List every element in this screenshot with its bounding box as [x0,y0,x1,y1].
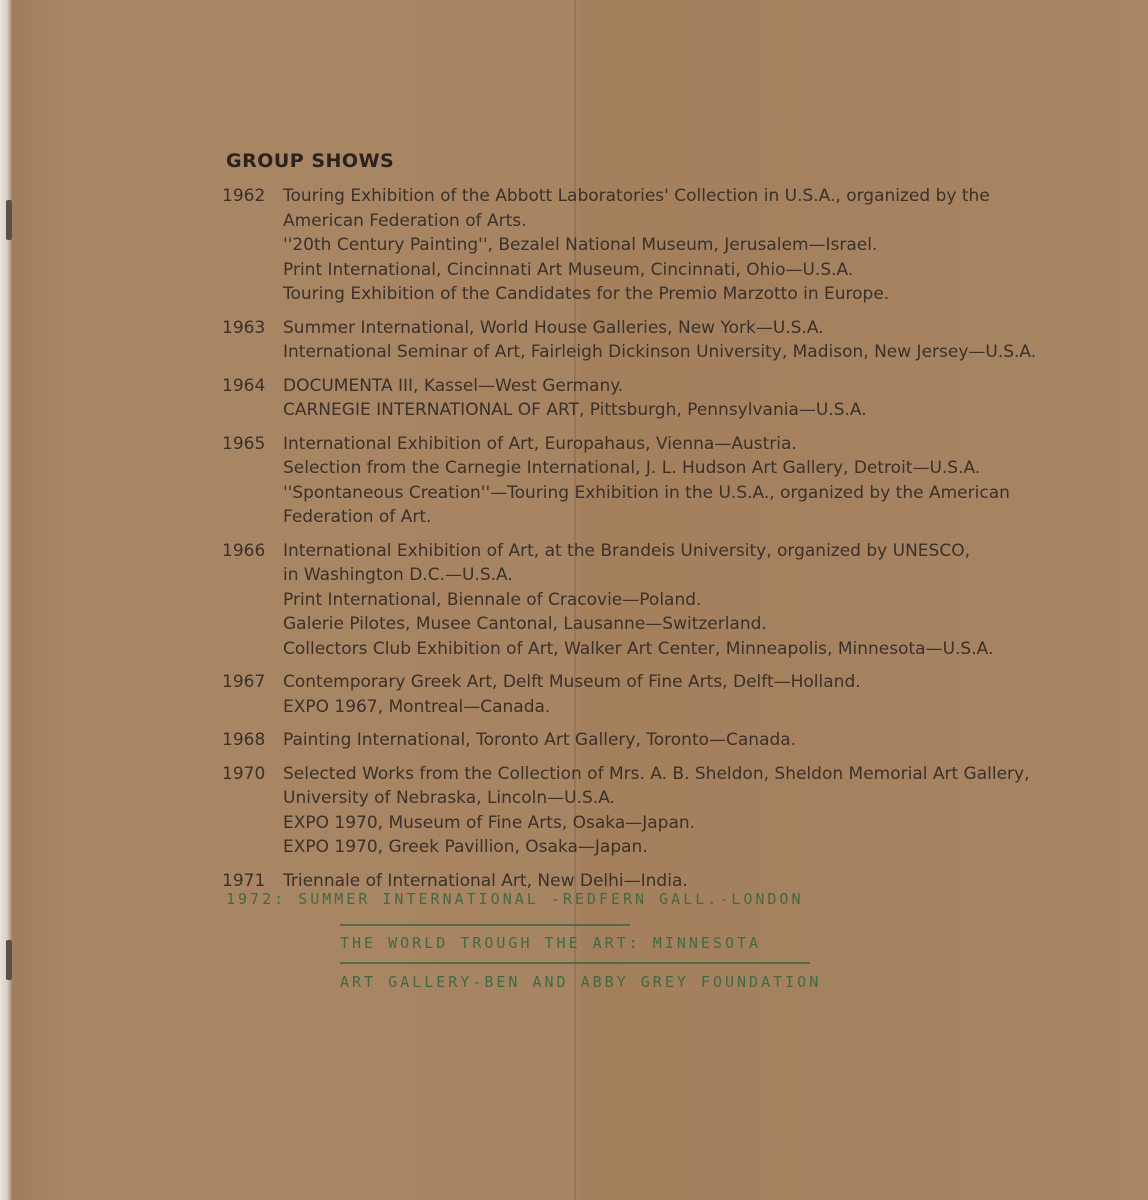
show-line: in Washington D.C.—U.S.A. [283,565,513,585]
show-entry [222,184,1072,307]
show-lines [283,374,1072,423]
group-shows-list [222,184,1072,902]
show-line: EXPO 1970, Greek Pavillion, Osaka—Japan. [283,837,648,857]
show-lines [283,728,1072,753]
show-entry [222,728,1072,753]
show-year: 1967 [222,672,266,692]
show-year: 1964 [222,375,266,396]
show-lines [283,762,1072,860]
show-year: 1966 [222,540,266,561]
show-line: EXPO 1970, Museum of Fine Arts, Osaka—Japan. [283,812,696,833]
show-line: ''20th Century Painting'', Bezalel National Museum, Jerusalem—Israel. [283,235,878,255]
show-line: Contemporary Greek Art, Delft Museum of Fine Arts, Delft—Holland. [283,672,861,692]
section-heading: GROUP SHOWS [226,150,395,172]
show-line: Selected Works from the Collection of Mrs. A. B. Sheldon, Sheldon Memorial Art Gallery, [283,763,1030,784]
handwritten-underline-2 [340,962,810,964]
show-year: 1963 [222,317,266,338]
show-lines [283,432,1072,530]
show-line: University of Nebraska, Lincoln—U.S.A. [283,788,615,808]
show-year: 1962 [222,186,266,206]
show-line: ''Spontaneous Creation''—Touring Exhibition in the U.S.A., organized by the American [283,482,1010,503]
show-lines [283,539,1072,662]
show-line: International Exhibition of Art, Europahaus, Vienna—Austria. [283,433,797,454]
page-left-edge [0,0,12,1200]
show-line: Touring Exhibition of the Abbott Laboratories' Collection in U.S.A., organized by the [283,186,990,206]
show-line: American Federation of Arts. [283,210,527,231]
show-year: 1971 [222,870,266,891]
show-line: Touring Exhibition of the Candidates for the Premio Marzotto in Europe. [283,284,890,304]
show-entry [222,374,1072,423]
show-line: Print International, Biennale of Cracovie—Poland. [283,589,702,610]
show-lines [283,670,1072,719]
staple-top [6,200,12,240]
show-line: Print International, Cincinnati Art Museum, Cincinnati, Ohio—U.S.A. [283,259,854,280]
show-line: International Seminar of Art, Fairleigh Dickinson University, Madison, New Jersey—U.S.A. [283,342,1037,362]
show-line: Federation of Art. [283,507,432,527]
show-entry [222,316,1072,365]
show-line: CARNEGIE INTERNATIONAL OF ART, Pittsburgh, Pennsylvania—U.S.A. [283,400,867,420]
handwritten-note-line-3: ART GALLERY-BEN AND ABBY GREY FOUNDATION [340,973,822,991]
show-line: Galerie Pilotes, Musee Cantonal, Lausanne—Switzerland. [283,614,767,634]
show-entry [222,539,1072,662]
handwritten-underline-1 [340,924,630,926]
show-year: 1968 [222,730,266,750]
show-line: International Exhibition of Art, at the Brandeis University, organized by UNESCO, [283,540,970,561]
show-line: Summer International, World House Galleries, New York—U.S.A. [283,317,824,338]
show-entry [222,762,1072,860]
show-line: Painting International, Toronto Art Gallery, Toronto—Canada. [283,730,797,750]
handwritten-note-line-1: 1972: SUMMER INTERNATIONAL -REDFERN GALL.-LONDON [226,890,804,908]
show-line: Collectors Club Exhibition of Art, Walker Art Center, Minneapolis, Minnesota—U.S.A. [283,638,994,659]
show-lines [283,316,1072,365]
show-entry [222,670,1072,719]
show-entry [222,432,1072,530]
show-lines [283,184,1072,307]
show-line: Triennale of International Art, New Delhi—India. [283,870,688,891]
show-year: 1970 [222,763,266,784]
show-line: EXPO 1967, Montreal—Canada. [283,696,551,717]
show-line: Selection from the Carnegie International, J. L. Hudson Art Gallery, Detroit—U.S.A. [283,458,981,478]
show-line: DOCUMENTA III, Kassel—West Germany. [283,375,624,396]
show-year: 1965 [222,433,266,454]
staple-bottom [6,940,12,980]
handwritten-note-line-2: THE WORLD TROUGH THE ART: MINNESOTA [340,934,762,952]
